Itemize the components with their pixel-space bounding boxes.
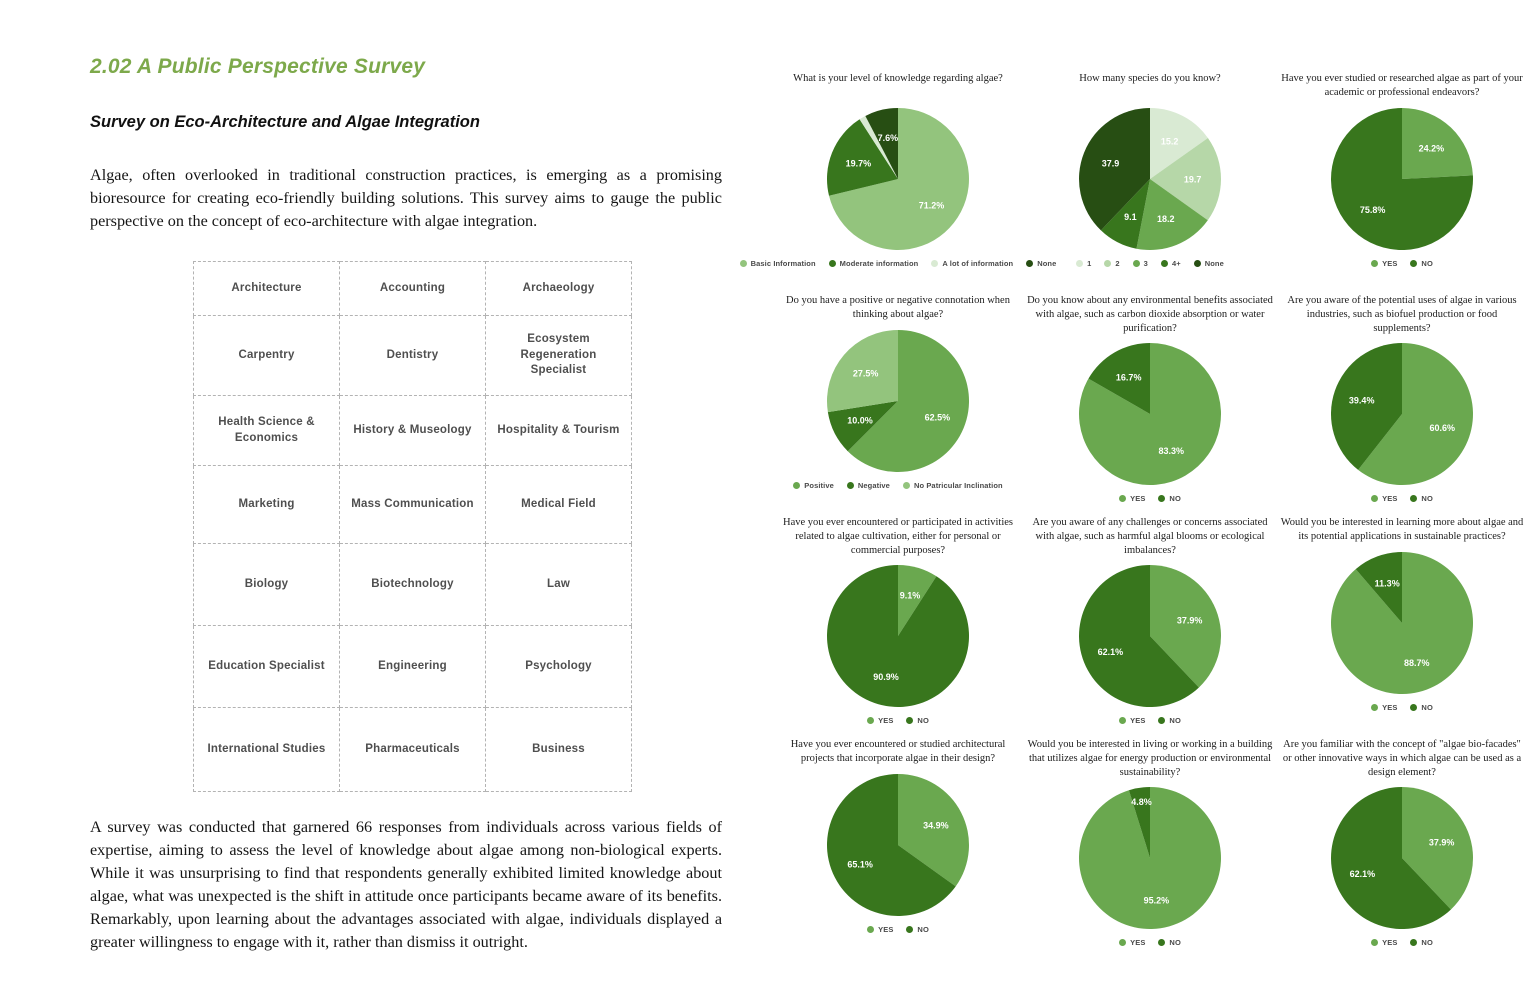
slice-label: 60.6%: [1429, 422, 1456, 433]
legend-label: YES: [878, 925, 894, 934]
pie-chart: [1075, 783, 1225, 933]
slice-label: 18.2: [1157, 213, 1175, 224]
field-cell: International Studies: [194, 708, 340, 792]
legend-dot-icon: [1371, 260, 1378, 267]
legend-item: [1158, 938, 1180, 947]
field-cell: Pharmaceuticals: [340, 708, 486, 792]
legend-label: No Patricular Inclination: [913, 481, 1003, 490]
chart-title: Do you have a positive or negative connotation when thinking about algae?: [786, 295, 1010, 321]
pie-chart: [1327, 548, 1477, 698]
pie-chart: [823, 561, 973, 711]
slice-label: 95.2%: [1143, 894, 1170, 905]
field-cell: Architecture: [194, 262, 340, 316]
slice-label: 37.9%: [1176, 614, 1203, 625]
pie-chart-card: [772, 728, 1024, 950]
field-cell: Health Science & Economics: [194, 396, 340, 466]
field-cell: Dentistry: [340, 316, 486, 396]
pie-chart-card: [772, 506, 1024, 728]
legend-item: [1158, 716, 1180, 725]
legend-dot-icon: [931, 260, 938, 267]
slice-label: 15.2: [1160, 136, 1179, 147]
slice-label: 34.9%: [923, 820, 949, 831]
pie-chart-card: [1024, 62, 1276, 284]
slice-label: 62.5%: [924, 412, 951, 423]
legend-item: [1371, 494, 1397, 503]
chart-title: Have you ever encountered or studied architectural projects that incorporate algae in their design?: [790, 739, 1006, 765]
legend-item: [1371, 259, 1397, 268]
pie-slice: [1331, 552, 1473, 694]
legend-item: [1194, 259, 1224, 268]
pie-chart: [1075, 339, 1225, 489]
slice-label: 65.1%: [847, 859, 873, 870]
slice-label: 62.1%: [1097, 646, 1124, 657]
legend-item: [1119, 494, 1145, 503]
field-cell: Psychology: [486, 626, 632, 708]
legend-dot-icon: [1158, 495, 1165, 502]
intro-paragraph: Algae, often overlooked in traditional construction practices, is emerging as a promising bioresource for creating eco-friendly building solutions. This survey aims to gauge the public perspective on the concept of eco-architecture with algae integration.: [90, 166, 722, 230]
legend-dot-icon: [1371, 939, 1378, 946]
pie-chart-card: [1024, 728, 1276, 950]
chart-title: Are you aware of any challenges or concerns associated with algae, such as harmful algal blooms or ecological imbalances?: [1032, 517, 1268, 557]
legend-dot-icon: [1158, 939, 1165, 946]
pie-chart-card: [772, 284, 1024, 506]
slice-label: 19.7: [1183, 174, 1202, 185]
pie-chart-card: [1276, 62, 1528, 284]
legend-dot-icon: [740, 260, 747, 267]
chart-legend: [772, 925, 1024, 934]
slice-label: 9.1: [1124, 211, 1137, 222]
slice-label: 19.7%: [845, 158, 872, 169]
field-cell: Mass Communication: [340, 466, 486, 544]
legend-item: [1119, 716, 1145, 725]
table-row: [194, 466, 632, 544]
section-heading: 2.02 A Public Perspective Survey: [90, 55, 426, 78]
slice-label: 37.9%: [1428, 836, 1455, 847]
chart-legend: [772, 481, 1024, 490]
legend-dot-icon: [1158, 717, 1165, 724]
legend-dot-icon: [1076, 260, 1083, 267]
chart-legend: [1024, 494, 1276, 503]
pie-chart: [823, 104, 973, 254]
slice-label: 37.9: [1101, 158, 1120, 169]
fields-of-expertise-table: [193, 261, 632, 792]
chart-title: Are you aware of the potential uses of algae in various industries, such as biofuel production or food supplements?: [1287, 295, 1517, 335]
slice-label: 7.6%: [877, 132, 899, 143]
legend-item: [793, 481, 834, 490]
legend-item: [1371, 938, 1397, 947]
slice-label: 16.7%: [1115, 371, 1142, 382]
legend-dot-icon: [903, 482, 910, 489]
chart-legend: [1276, 703, 1528, 712]
legend-label: 4+: [1171, 259, 1181, 268]
field-cell: Marketing: [194, 466, 340, 544]
legend-dot-icon: [1104, 260, 1111, 267]
legend-item: [1104, 259, 1119, 268]
legend-label: NO: [1421, 493, 1433, 503]
legend-label: Negative: [857, 481, 890, 490]
chart-title: Have you ever encountered or participated in activities related to algae cultivation, either for personal or commercial purposes?: [782, 517, 1014, 557]
legend-dot-icon: [1410, 260, 1417, 267]
fields-table-body: [194, 262, 632, 792]
table-row: [194, 708, 632, 792]
legend-dot-icon: [1371, 704, 1378, 711]
legend-label: YES: [1130, 715, 1146, 725]
slice-label: 83.3%: [1158, 445, 1185, 456]
legend-item: [906, 925, 928, 934]
field-cell: History & Museology: [340, 396, 486, 466]
table-row: [194, 544, 632, 626]
slice-label: 9.1%: [899, 589, 921, 600]
pie-chart: [1327, 783, 1477, 933]
legend-label: NO: [1169, 937, 1181, 947]
chart-legend: [1024, 259, 1276, 268]
legend-label: YES: [1382, 937, 1398, 947]
legend-item: [1410, 703, 1432, 712]
chart-title: Would you be interested in living or working in a building that utilizes algae for energy production or environmental sustainability?: [1027, 739, 1273, 779]
slice-label: 71.2%: [918, 200, 945, 211]
charts-grid: [750, 62, 1530, 950]
chart-legend: [1024, 716, 1276, 725]
legend-dot-icon: [1161, 260, 1168, 267]
legend-label: None: [1037, 259, 1057, 268]
legend-label: None: [1204, 259, 1224, 268]
slice-label: 27.5%: [852, 368, 879, 379]
legend-item: [906, 716, 928, 725]
field-cell: Accounting: [340, 262, 486, 316]
legend-label: 3: [1143, 259, 1148, 268]
pie-chart-card: [1276, 284, 1528, 506]
chart-title: Have you ever studied or researched algae as part of your academic or professional endeavors?: [1281, 73, 1523, 99]
legend-label: NO: [1421, 703, 1433, 712]
chart-legend: [1276, 259, 1528, 268]
legend-dot-icon: [906, 717, 913, 724]
pie-chart: [823, 770, 973, 920]
legend-item: [867, 716, 893, 725]
legend-item: [903, 481, 1003, 490]
pie-chart-card: [750, 62, 1057, 284]
field-cell: Archaeology: [486, 262, 632, 316]
legend-label: NO: [917, 715, 929, 725]
field-cell: Medical Field: [486, 466, 632, 544]
legend-label: YES: [1382, 259, 1398, 268]
legend-item: [931, 259, 1013, 268]
field-cell: Biotechnology: [340, 544, 486, 626]
legend-label: NO: [1421, 259, 1433, 268]
legend-label: 2: [1115, 259, 1120, 268]
table-row: [194, 316, 632, 396]
legend-item: [1076, 259, 1091, 268]
chart-title: Do you know about any environmental benefits associated with algae, such as carbon dioxide absorption or water purification?: [1027, 295, 1273, 335]
legend-label: YES: [1130, 937, 1146, 947]
legend-dot-icon: [847, 482, 854, 489]
legend-label: NO: [917, 925, 929, 934]
slice-label: 24.2%: [1418, 143, 1445, 154]
field-cell: Education Specialist: [194, 626, 340, 708]
slice-label: 62.1%: [1349, 868, 1376, 879]
legend-item: [1119, 938, 1145, 947]
chart-legend: [750, 259, 1057, 268]
field-cell: Engineering: [340, 626, 486, 708]
legend-label: Positive: [804, 481, 834, 490]
slice-label: 88.7%: [1404, 658, 1430, 669]
table-row: [194, 262, 632, 316]
legend-item: [1410, 259, 1432, 268]
legend-label: YES: [1382, 493, 1398, 503]
pie-chart-card: [1024, 506, 1276, 728]
chart-legend: [1276, 938, 1528, 947]
legend-dot-icon: [1119, 939, 1126, 946]
legend-item: [1158, 494, 1180, 503]
legend-item: [829, 259, 919, 268]
chart-title: What is your level of knowledge regarding algae?: [793, 73, 1003, 84]
legend-label: NO: [1421, 937, 1433, 947]
legend-item: [1371, 703, 1397, 712]
legend-item: [1410, 494, 1432, 503]
legend-dot-icon: [1410, 939, 1417, 946]
legend-item: [1133, 259, 1148, 268]
legend-label: NO: [1169, 493, 1181, 503]
table-row: [194, 396, 632, 466]
legend-dot-icon: [1133, 260, 1140, 267]
slice-label: 75.8%: [1359, 205, 1386, 216]
slice-label: 90.9%: [873, 671, 899, 682]
legend-dot-icon: [1194, 260, 1201, 267]
legend-label: A lot of information: [942, 259, 1014, 268]
legend-dot-icon: [1410, 704, 1417, 711]
legend-label: YES: [1382, 703, 1398, 712]
chart-title: Are you familiar with the concept of "algae bio-facades" or other innovative ways in which algae can be used as a design element?: [1282, 739, 1522, 779]
legend-dot-icon: [867, 926, 874, 933]
survey-subheading: Survey on Eco-Architecture and Algae Integration: [90, 113, 480, 131]
legend-dot-icon: [1371, 495, 1378, 502]
chart-legend: [1276, 494, 1528, 503]
pie-chart: [1327, 339, 1477, 489]
legend-dot-icon: [867, 717, 874, 724]
left-column: [90, 55, 722, 954]
chart-legend: [1024, 938, 1276, 947]
chart-title: How many species do you know?: [1079, 73, 1221, 84]
chart-title: Would you be interested in learning more about algae and its potential applications in sustainable practices?: [1280, 517, 1524, 543]
slice-label: 10.0%: [847, 415, 873, 426]
pie-chart: [1075, 561, 1225, 711]
table-row: [194, 626, 632, 708]
legend-dot-icon: [793, 482, 800, 489]
legend-dot-icon: [829, 260, 836, 267]
chart-legend: [772, 716, 1024, 725]
field-cell: Carpentry: [194, 316, 340, 396]
legend-label: NO: [1169, 715, 1181, 725]
pie-chart: [1075, 104, 1225, 254]
legend-label: 1: [1087, 259, 1092, 268]
legend-item: [867, 925, 893, 934]
field-cell: Business: [486, 708, 632, 792]
slice-label: 11.3%: [1374, 578, 1400, 589]
closing-paragraph: A survey was conducted that garnered 66 responses from individuals across various fields of expertise, aiming to assess the level of knowledge about algae among non-biological experts. While it was unsurprising to find that respondents generally exhibited limited knowledge about algae, what was unexpected is the shift in attitude once participants became aware of its benefits. Remarkably, upon learning about the advantages associated with algae, individuals displayed a greater willingness to engage with it, rather than dismiss it outright.: [90, 818, 722, 951]
pie-chart-card: [1276, 506, 1528, 728]
legend-label: YES: [878, 715, 894, 725]
legend-item: [1161, 259, 1181, 268]
slice-label: 39.4%: [1348, 394, 1375, 405]
legend-label: YES: [1130, 493, 1146, 503]
legend-dot-icon: [906, 926, 913, 933]
field-cell: Hospitality & Tourism: [486, 396, 632, 466]
legend-label: Basic Information: [750, 259, 816, 268]
legend-dot-icon: [1119, 495, 1126, 502]
pie-chart-card: [1276, 728, 1528, 950]
slice-label: 4.8%: [1131, 796, 1152, 807]
legend-item: [847, 481, 890, 490]
pie-chart-card: [1024, 284, 1276, 506]
field-cell: Ecosystem Regeneration Specialist: [486, 316, 632, 396]
legend-item: [740, 259, 816, 268]
pie-chart: [823, 326, 973, 476]
legend-dot-icon: [1410, 495, 1417, 502]
legend-label: Moderate information: [839, 259, 919, 268]
pie-chart: [1327, 104, 1477, 254]
field-cell: Biology: [194, 544, 340, 626]
field-cell: Law: [486, 544, 632, 626]
legend-item: [1410, 938, 1432, 947]
legend-dot-icon: [1119, 717, 1126, 724]
